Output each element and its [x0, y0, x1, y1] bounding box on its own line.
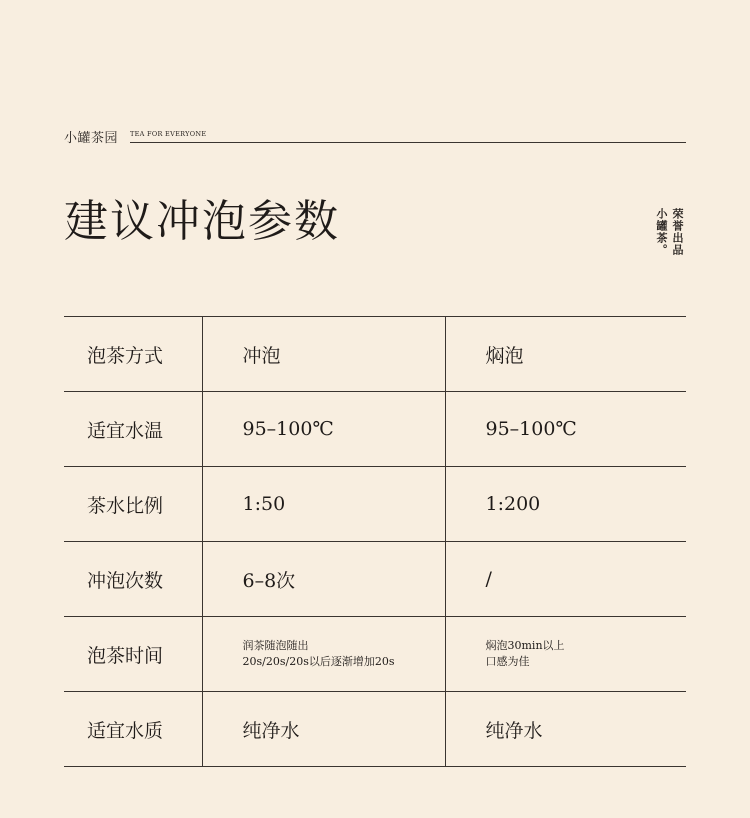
- steep-value: 纯净水: [202, 692, 445, 767]
- seal-text-honor: 荣誉出品: [671, 208, 684, 256]
- infuse-value: 95–100℃: [445, 392, 686, 467]
- brewing-parameters-table: [64, 316, 686, 767]
- row-label: 茶水比例: [64, 467, 202, 542]
- page-title: 建议冲泡参数: [64, 196, 340, 247]
- steep-time-line: 润茶随泡随出: [242, 639, 309, 652]
- table-row: [64, 542, 686, 617]
- seal-text-brand: 小罐茶。: [655, 208, 668, 256]
- table-row: [64, 467, 686, 542]
- steep-value: [202, 617, 445, 692]
- infuse-value: 纯净水: [445, 692, 686, 767]
- infuse-value: [445, 617, 686, 692]
- steep-value: 95–100℃: [202, 392, 445, 467]
- header: [64, 127, 686, 147]
- table-row: [64, 392, 686, 467]
- header-cell-steep: 冲泡: [202, 317, 445, 392]
- row-label: 冲泡次数: [64, 542, 202, 617]
- table-row: [64, 617, 686, 692]
- infuse-time-line: 焖泡30min以上: [485, 639, 565, 652]
- header-divider: [130, 142, 686, 143]
- row-label: 适宜水质: [64, 692, 202, 767]
- row-label: 适宜水温: [64, 392, 202, 467]
- header-cell-infuse: 焖泡: [445, 317, 686, 392]
- infuse-time-line: 口感为佳: [485, 655, 530, 668]
- table-row: [64, 692, 686, 767]
- brand-name: 小罐茶园: [64, 131, 119, 146]
- table-header-row: [64, 317, 686, 392]
- infuse-value: 1:200: [445, 467, 686, 542]
- brand-seal: [650, 208, 690, 268]
- brand-tagline: TEA FOR EVERYONE: [130, 130, 207, 138]
- row-label: 泡茶时间: [64, 617, 202, 692]
- header-cell-method: 泡茶方式: [64, 317, 202, 392]
- steep-time-line: 20s/20s/20s以后逐渐增加20s: [242, 655, 395, 668]
- infuse-value: /: [445, 542, 686, 617]
- steep-value: 6–8次: [202, 542, 445, 617]
- steep-value: 1:50: [202, 467, 445, 542]
